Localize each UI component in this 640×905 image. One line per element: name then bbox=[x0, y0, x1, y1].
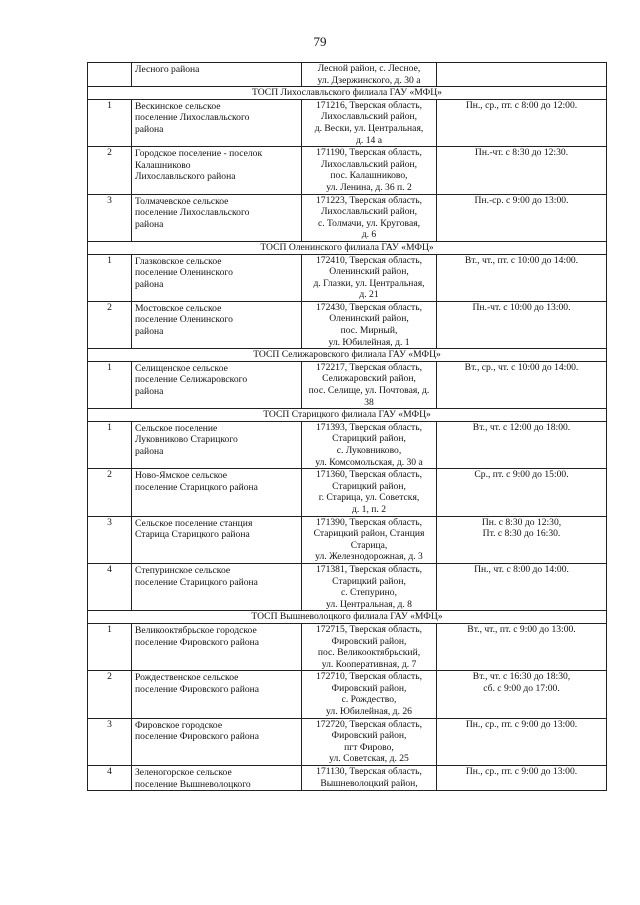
org-name bbox=[132, 254, 302, 301]
row-number: 1 bbox=[88, 421, 132, 468]
address-line: д. Глазки, ул. Центральная, bbox=[313, 277, 425, 289]
org-name bbox=[132, 516, 302, 563]
address bbox=[302, 301, 437, 348]
org-name-line: Сельское поселение bbox=[135, 422, 218, 434]
address-line: с. Рождество, bbox=[341, 694, 397, 706]
org-name bbox=[132, 301, 302, 348]
hours bbox=[437, 194, 607, 241]
hours-line: Пн.-ср. с 9:00 до 13:00. bbox=[474, 194, 569, 206]
hours bbox=[437, 766, 607, 791]
org-name bbox=[132, 563, 302, 610]
org-name-line: Великооктябрьское городское bbox=[135, 624, 257, 636]
address-line: ул. Дзержинского, д. 30 а bbox=[317, 74, 421, 86]
hours-line: Пт. с 8:30 до 16:30. bbox=[482, 528, 561, 540]
address-line: ул. Комсомольская, д. 30 а bbox=[315, 456, 423, 468]
org-name-line: района bbox=[135, 326, 164, 338]
address-line: ул. Советская, д. 25 bbox=[329, 753, 409, 765]
org-name-line: поселение Лихославльского bbox=[135, 112, 250, 124]
section-title: ТОСП Вышневолоцкого филиала ГАУ «МФЦ» bbox=[88, 611, 607, 624]
section-title: ТОСП Старицкого филиала ГАУ «МФЦ» bbox=[88, 409, 607, 422]
address-line: Старицкий район, bbox=[332, 480, 406, 492]
org-name-line: Селищенское сельское bbox=[135, 362, 228, 374]
address-line: Старица, bbox=[350, 539, 388, 551]
address-line: Селижаровский район, bbox=[322, 373, 416, 385]
address bbox=[302, 469, 437, 516]
address bbox=[302, 671, 437, 718]
row-number: 2 bbox=[88, 671, 132, 718]
org-name-line: Степуринское сельское bbox=[135, 564, 231, 576]
address-line: Фировский район, bbox=[331, 730, 407, 742]
hours-line: Пн., ср., пт. с 8:00 до 12:00. bbox=[465, 99, 578, 111]
org-name bbox=[132, 361, 302, 408]
hours-line: Ср., пт. с 9:00 до 15:00. bbox=[474, 469, 569, 481]
org-name bbox=[132, 671, 302, 718]
address bbox=[302, 254, 437, 301]
address bbox=[302, 194, 437, 241]
address-line: г. Старица, ул. Советскя, bbox=[318, 492, 420, 504]
row-number: 3 bbox=[88, 194, 132, 241]
row-number: 1 bbox=[88, 361, 132, 408]
address-line: пос. Селище, ул. Почтовая, д. bbox=[308, 385, 430, 397]
address-line: ул. Юбилейная, д. 1 bbox=[328, 336, 410, 348]
table-row bbox=[88, 194, 607, 241]
table-row bbox=[88, 254, 607, 301]
org-name-line: Мостовское сельское bbox=[135, 302, 222, 314]
branches-table bbox=[87, 62, 607, 791]
org-name-line: поселение Селижаровского bbox=[135, 374, 248, 386]
row-number: 3 bbox=[88, 516, 132, 563]
hours bbox=[437, 421, 607, 468]
org-name-line: поселение Лихославльского bbox=[135, 207, 250, 219]
org-name-line: поселение Оленинского bbox=[135, 314, 233, 326]
hours-line: Пн.-чт. с 10:00 до 13:00. bbox=[472, 301, 571, 313]
section-header-row bbox=[88, 87, 607, 100]
org-name-line: Калашниково bbox=[135, 159, 191, 171]
org-name bbox=[132, 194, 302, 241]
hours bbox=[437, 254, 607, 301]
page-number: 79 bbox=[313, 34, 327, 49]
org-name-line: Толмачевское сельское bbox=[135, 195, 229, 207]
address-line: 171390, Тверская область, bbox=[315, 516, 423, 528]
address-line: Фировский район, bbox=[331, 682, 407, 694]
hours-line: Пн., чт. с 8:00 до 14:00. bbox=[474, 563, 569, 575]
org-name bbox=[132, 421, 302, 468]
address-line: д. 14 а bbox=[356, 134, 382, 146]
address bbox=[302, 516, 437, 563]
address-line: 171216, Тверская область, bbox=[315, 99, 423, 111]
org-name-line: района bbox=[135, 446, 164, 457]
section-header-row bbox=[88, 409, 607, 422]
org-name-line: Вескинское сельское bbox=[135, 100, 221, 112]
hours-line: Вт., чт., пт. с 9:00 до 13:00. bbox=[467, 623, 576, 635]
org-name-line: поселение Старицкого района bbox=[135, 481, 258, 493]
hours bbox=[437, 361, 607, 408]
address-line: 38 bbox=[364, 396, 374, 408]
org-name bbox=[132, 718, 302, 765]
address-line: д. 1, п. 2 bbox=[352, 503, 386, 515]
org-name-line: Сельское поселение станция bbox=[135, 517, 253, 529]
org-name-line: поселение Старицкого района bbox=[135, 576, 258, 588]
hours bbox=[437, 469, 607, 516]
address-line: д. Вески, ул. Центральная, bbox=[314, 122, 424, 134]
row-number: 2 bbox=[88, 301, 132, 348]
hours bbox=[437, 516, 607, 563]
address-line: ул. Центральная, д. 8 bbox=[326, 598, 412, 610]
address-line: 171360, Тверская область, bbox=[315, 469, 423, 481]
hours bbox=[437, 99, 607, 146]
address-line: ул. Юбилейная, д. 26 bbox=[326, 706, 412, 718]
table-row bbox=[88, 361, 607, 408]
org-name-line: поселение Оленинского bbox=[135, 267, 233, 279]
table-row bbox=[88, 671, 607, 718]
org-name bbox=[132, 766, 302, 791]
row-number: 2 bbox=[88, 469, 132, 516]
row-number: 1 bbox=[88, 99, 132, 146]
address-line: пгт Фирово, bbox=[344, 741, 394, 753]
table-row bbox=[88, 301, 607, 348]
hours-line: сб. с 9:00 до 17:00. bbox=[483, 682, 560, 694]
section-header-row bbox=[88, 241, 607, 254]
address bbox=[302, 766, 437, 791]
address-line: Лихославльский район, bbox=[320, 158, 418, 170]
org-name-line: Городское поселение - поселок bbox=[135, 148, 263, 160]
address-line: Лихославльский район, bbox=[320, 111, 418, 123]
address-line: 171393, Тверская область, bbox=[315, 421, 423, 433]
org-name-line: Фировское городское bbox=[135, 719, 223, 731]
address-line: ул. Кооперативная, д. 7 bbox=[321, 658, 417, 670]
org-name-line: поселение Фировского района bbox=[135, 636, 260, 648]
org-name-line: поселение Фировского района bbox=[135, 683, 260, 695]
table-row bbox=[88, 623, 607, 670]
address-line: Старицкий район, bbox=[332, 433, 406, 445]
address-line: пос. Калашниково, bbox=[330, 170, 408, 182]
hours-line: Пн.-чт. с 8:30 до 12:30. bbox=[474, 147, 569, 159]
org-name-line: района bbox=[135, 386, 164, 398]
row-number: 1 bbox=[88, 254, 132, 301]
address-line: с. Степурино, bbox=[341, 587, 397, 599]
table-row bbox=[88, 718, 607, 765]
hours-line: Пн. с 8:30 до 12:30, bbox=[481, 516, 562, 528]
org-name-line: Глазковское сельское bbox=[135, 255, 222, 267]
hours bbox=[437, 147, 607, 194]
address-line: 171130, Тверская область, bbox=[316, 766, 422, 778]
address-line: пос. Великооктябрьский, bbox=[317, 647, 421, 659]
org-name-line: Ново-Ямское сельское bbox=[135, 470, 228, 482]
org-name bbox=[132, 99, 302, 146]
table-row bbox=[88, 469, 607, 516]
hours-line: Пн., ср., пт. с 9:00 до 13:00. bbox=[465, 766, 578, 778]
org-name-line: района bbox=[135, 123, 164, 135]
hours-line: Вт., чт. с 12:00 до 18:00. bbox=[472, 421, 571, 433]
address bbox=[302, 361, 437, 408]
address-line: Старицкий район, Станция bbox=[313, 528, 425, 540]
row-number: 3 bbox=[88, 718, 132, 765]
address-line: Лихославльский район, bbox=[320, 206, 418, 218]
address bbox=[302, 421, 437, 468]
org-name-line: поселение Вышневолоцкого bbox=[135, 778, 251, 790]
org-name-line: Рождественское сельское bbox=[135, 672, 239, 684]
org-name bbox=[132, 63, 302, 87]
section-title: ТОСП Лихославльского филиала ГАУ «МФЦ» bbox=[88, 87, 607, 100]
address-line: с. Толмачи, ул. Круговая, bbox=[317, 217, 421, 229]
table-row bbox=[88, 766, 607, 791]
address-line: Вышневолоцкий район, bbox=[320, 777, 418, 789]
address-line: ул. Ленина, д. 36 п. 2 bbox=[326, 181, 412, 193]
address-line: 172217, Тверская область, bbox=[315, 361, 423, 373]
hours-line: Вт., чт., пт. с 10:00 до 14:00. bbox=[464, 254, 579, 266]
hours-line: Вт., чт. с 16:30 до 18:30, bbox=[472, 671, 571, 683]
table-row bbox=[88, 421, 607, 468]
row-number: 1 bbox=[88, 623, 132, 670]
address-line: 172410, Тверская область, bbox=[315, 254, 423, 266]
table-row bbox=[88, 563, 607, 610]
address-line: 172430, Тверская область, bbox=[315, 301, 423, 313]
address bbox=[302, 147, 437, 194]
section-title: ТОСП Оленинского филиала ГАУ «МФЦ» bbox=[88, 241, 607, 254]
org-name bbox=[132, 147, 302, 194]
address-line: Старицкий район, bbox=[332, 575, 406, 587]
address-line: д. 21 bbox=[359, 289, 379, 301]
row-number: 4 bbox=[88, 563, 132, 610]
address-line: 171223, Тверская область, bbox=[315, 194, 423, 206]
address-line: 171190, Тверская область, bbox=[316, 147, 422, 159]
hours bbox=[437, 623, 607, 670]
row-number bbox=[88, 63, 132, 87]
hours-line: Пн., ср., пт. с 9:00 до 13:00. bbox=[465, 718, 578, 730]
address bbox=[302, 63, 437, 87]
address-line: пос. Мирный, bbox=[340, 325, 398, 337]
address-line: Оленинский район, bbox=[329, 266, 409, 278]
org-name-line: Зеленогорское сельское bbox=[135, 767, 232, 779]
address-line: Лесной район, с. Лесное, bbox=[317, 63, 421, 74]
address bbox=[302, 563, 437, 610]
org-name-line: района bbox=[135, 278, 164, 290]
org-name-line: Лесного района bbox=[135, 64, 200, 75]
address-line: Оленинский район, bbox=[329, 313, 409, 325]
address bbox=[302, 718, 437, 765]
address-line: с. Луковниково, bbox=[336, 445, 402, 456]
hours bbox=[437, 718, 607, 765]
hours bbox=[437, 63, 607, 87]
hours bbox=[437, 301, 607, 348]
address-line: ул. Железнодорожная, д. 3 bbox=[315, 551, 423, 563]
org-name-line: поселение Фировского района bbox=[135, 731, 260, 743]
address bbox=[302, 99, 437, 146]
org-name-line: района bbox=[135, 218, 164, 230]
address-line: Фировский район, bbox=[331, 635, 407, 647]
org-name bbox=[132, 469, 302, 516]
org-name-line: Лихославльского района bbox=[135, 171, 236, 183]
table-row bbox=[88, 516, 607, 563]
address bbox=[302, 623, 437, 670]
org-name-line: Старица Старицкого района bbox=[135, 529, 250, 541]
address-line: д. 6 bbox=[361, 229, 377, 241]
hours-line: Вт., ср., чт. с 10:00 до 14:00. bbox=[464, 361, 579, 373]
row-number: 4 bbox=[88, 766, 132, 791]
address-line: 171381, Тверская область, bbox=[315, 563, 423, 575]
row-number: 2 bbox=[88, 147, 132, 194]
table-row bbox=[88, 99, 607, 146]
address-line: 172720, Тверская область, bbox=[315, 718, 423, 730]
address-line: 172710, Тверская область, bbox=[315, 671, 423, 683]
org-name bbox=[132, 623, 302, 670]
table-row bbox=[88, 63, 607, 87]
hours bbox=[437, 671, 607, 718]
section-header-row bbox=[88, 611, 607, 624]
section-header-row bbox=[88, 349, 607, 362]
section-title: ТОСП Селижаровского филиала ГАУ «МФЦ» bbox=[88, 349, 607, 362]
table-row bbox=[88, 147, 607, 194]
table-body bbox=[88, 63, 607, 791]
org-name-line: Луковниково Старицкого bbox=[135, 434, 238, 446]
address-line: 172715, Тверская область, bbox=[315, 623, 423, 635]
hours bbox=[437, 563, 607, 610]
